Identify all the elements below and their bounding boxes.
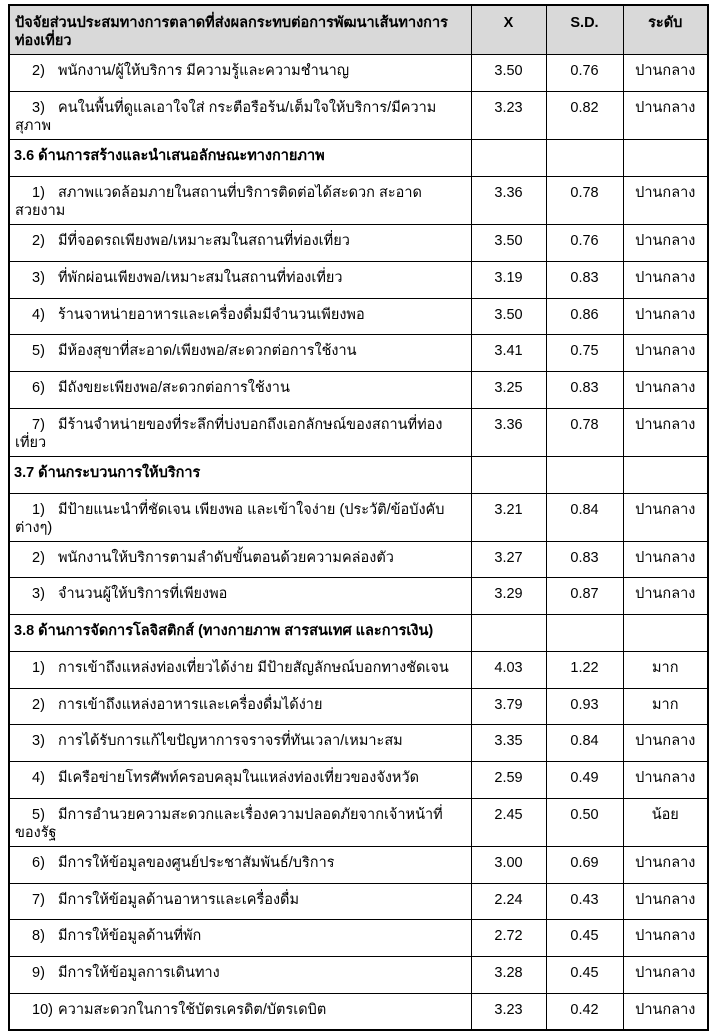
mean-cell <box>471 615 546 652</box>
sd-cell: 0.43 <box>546 883 623 920</box>
item-number: 7) <box>32 416 45 433</box>
sd-cell <box>546 615 623 652</box>
level-cell: ปานกลาง <box>623 761 708 798</box>
table-row <box>9 493 708 541</box>
table-row <box>9 920 708 957</box>
table-row <box>9 725 708 762</box>
mean-cell: 3.50 <box>471 298 546 335</box>
mean-cell: 3.36 <box>471 176 546 224</box>
item-text: สภาพแวดล้อมภายในสถานที่บริการติดต่อได้สะดวก สะอาด สวยงาม <box>15 184 422 219</box>
level-cell: ปานกลาง <box>623 541 708 578</box>
item-text: ที่พักผ่อนเพียงพอ/เหมาะสมในสถานที่ท่องเที่ยว <box>58 269 343 286</box>
sd-cell: 0.75 <box>546 335 623 372</box>
item-text: มีป้ายแนะนำที่ชัดเจน เพียงพอ และเข้าใจง่าย (ประวัติ/ข้อบังคับต่างๆ) <box>15 501 445 536</box>
factor-cell <box>9 541 471 578</box>
level-cell: ปานกลาง <box>623 993 708 1030</box>
sd-cell: 0.93 <box>546 688 623 725</box>
table-row <box>9 176 708 224</box>
item-number: 1) <box>32 501 45 518</box>
factor-cell <box>9 176 471 224</box>
level-cell <box>623 456 708 493</box>
mean-cell: 3.35 <box>471 725 546 762</box>
item-number: 6) <box>32 854 45 871</box>
table-row <box>9 651 708 688</box>
mean-cell: 3.23 <box>471 993 546 1030</box>
item-number: 3) <box>32 586 45 603</box>
item-number: 2) <box>32 549 45 566</box>
level-cell: ปานกลาง <box>623 335 708 372</box>
factor-cell <box>9 298 471 335</box>
table-row <box>9 225 708 262</box>
mean-cell: 3.41 <box>471 335 546 372</box>
level-cell: ปานกลาง <box>623 920 708 957</box>
factor-cell <box>9 335 471 372</box>
mean-cell: 3.79 <box>471 688 546 725</box>
item-text: การเข้าถึงแหล่งท่องเที่ยวได้ง่าย มีป้ายสัญลักษณ์บอกทางชัดเจน <box>58 659 449 676</box>
sd-cell: 0.83 <box>546 541 623 578</box>
item-text: มีการให้ข้อมูลด้านอาหารและเครื่องดื่ม <box>58 891 300 908</box>
table-row <box>9 55 708 92</box>
column-header-mean: X <box>471 5 546 55</box>
column-header-level: ระดับ <box>623 5 708 55</box>
mean-cell: 2.24 <box>471 883 546 920</box>
factor-cell <box>9 371 471 408</box>
item-number: 10) <box>32 1001 53 1018</box>
item-number: 7) <box>32 891 45 908</box>
level-cell: ปานกลาง <box>623 956 708 993</box>
level-cell: ปานกลาง <box>623 578 708 615</box>
item-number: 3) <box>32 99 45 116</box>
table-row <box>9 688 708 725</box>
factor-cell <box>9 883 471 920</box>
table-row <box>9 261 708 298</box>
table-row <box>9 298 708 335</box>
table-row <box>9 335 708 372</box>
sd-cell: 0.82 <box>546 91 623 139</box>
factor-cell <box>9 993 471 1030</box>
mean-cell: 3.36 <box>471 408 546 456</box>
item-number: 1) <box>32 659 45 676</box>
sd-cell <box>546 140 623 177</box>
item-text: มีการอำนวยความสะดวกและเรื่องความปลอดภัยจากเจ้าหน้าที่ของรัฐ <box>15 806 443 841</box>
item-number: 9) <box>32 964 45 981</box>
level-cell: ปานกลาง <box>623 371 708 408</box>
section-row <box>9 615 708 652</box>
item-number: 3) <box>32 733 45 750</box>
item-number: 3) <box>32 269 45 286</box>
sd-cell: 0.69 <box>546 846 623 883</box>
header-row <box>9 5 708 55</box>
item-text: มีการให้ข้อมูลของศูนย์ประชาสัมพันธ์/บริการ <box>58 854 335 871</box>
level-cell: ปานกลาง <box>623 883 708 920</box>
factor-cell <box>9 225 471 262</box>
item-text: มีที่จอดรถเพียงพอ/เหมาะสมในสถานที่ท่องเที่ยว <box>58 233 350 250</box>
sd-cell: 0.76 <box>546 225 623 262</box>
level-cell: ปานกลาง <box>623 846 708 883</box>
sd-cell: 0.49 <box>546 761 623 798</box>
factor-cell <box>9 761 471 798</box>
mean-cell: 3.50 <box>471 55 546 92</box>
sd-cell: 0.78 <box>546 176 623 224</box>
mean-cell: 2.45 <box>471 798 546 846</box>
results-table <box>8 4 709 1031</box>
item-text: พนักงาน/ผู้ให้บริการ มีความรู้และความชำนาญ <box>58 63 350 80</box>
item-text: มีเครือข่ายโทรศัพท์ครอบคลุมในแหล่งท่องเที่ยวของจังหวัด <box>58 769 420 786</box>
item-text: ความสะดวกในการใช้บัตรเครดิต/บัตรเดบิต <box>58 1001 327 1018</box>
item-text: มีถังขยะเพียงพอ/สะดวกต่อการใช้งาน <box>58 379 290 396</box>
table-row <box>9 761 708 798</box>
item-text: มีห้องสุขาที่สะอาด/เพียงพอ/สะดวกต่อการใช้งาน <box>58 343 357 360</box>
mean-cell <box>471 456 546 493</box>
column-header-factor: ปัจจัยส่วนประสมทางการตลาดที่ส่งผลกระทบต่อการพัฒนาเส้นทางการท่องเที่ยว <box>9 5 471 55</box>
level-cell: ปานกลาง <box>623 261 708 298</box>
table-header <box>9 5 708 55</box>
section-title-cell: 3.8 ด้านการจัดการโลจิสติกส์ (ทางกายภาพ สารสนเทศ และการเงิน) <box>9 615 471 652</box>
factor-cell <box>9 408 471 456</box>
column-header-sd: S.D. <box>546 5 623 55</box>
item-number: 2) <box>32 63 45 80</box>
item-text: มีการให้ข้อมูลการเดินทาง <box>58 964 220 981</box>
table-row <box>9 846 708 883</box>
level-cell: มาก <box>623 651 708 688</box>
section-row <box>9 140 708 177</box>
table-row <box>9 993 708 1030</box>
level-cell <box>623 140 708 177</box>
section-row <box>9 456 708 493</box>
table-row <box>9 541 708 578</box>
sd-cell: 0.42 <box>546 993 623 1030</box>
item-text: มีร้านจำหน่ายของที่ระลึกที่บ่งบอกถึงเอกลักษณ์ของสถานที่ท่องเที่ยว <box>15 416 443 451</box>
factor-cell <box>9 261 471 298</box>
sd-cell: 0.78 <box>546 408 623 456</box>
mean-cell: 3.29 <box>471 578 546 615</box>
sd-cell: 0.45 <box>546 956 623 993</box>
section-title-cell: 3.6 ด้านการสร้างและนำเสนอลักษณะทางกายภาพ <box>9 140 471 177</box>
factor-cell <box>9 688 471 725</box>
level-cell: น้อย <box>623 798 708 846</box>
mean-cell: 3.19 <box>471 261 546 298</box>
item-text: พนักงานให้บริการตามลำดับขั้นตอนด้วยความคล่องตัว <box>58 549 394 566</box>
mean-cell: 2.72 <box>471 920 546 957</box>
table-row <box>9 883 708 920</box>
table-row <box>9 371 708 408</box>
sd-cell: 0.76 <box>546 55 623 92</box>
sd-cell: 0.83 <box>546 261 623 298</box>
level-cell: ปานกลาง <box>623 225 708 262</box>
section-title-cell: 3.7 ด้านกระบวนการให้บริการ <box>9 456 471 493</box>
sd-cell: 0.84 <box>546 725 623 762</box>
level-cell: ปานกลาง <box>623 408 708 456</box>
table-body <box>9 55 708 1030</box>
sd-cell: 0.84 <box>546 493 623 541</box>
mean-cell <box>471 140 546 177</box>
table-row <box>9 798 708 846</box>
level-cell <box>623 615 708 652</box>
item-number: 1) <box>32 184 45 201</box>
level-cell: ปานกลาง <box>623 493 708 541</box>
item-text: คนในพื้นที่ดูแลเอาใจใส่ กระตือรือร้น/เต็มใจให้บริการ/มีความสุภาพ <box>15 99 437 135</box>
item-text: การได้รับการแก้ไขปัญหาการจราจรที่ทันเวลา/เหมาะสม <box>58 733 403 750</box>
level-cell: ปานกลาง <box>623 725 708 762</box>
sd-cell <box>546 456 623 493</box>
factor-cell <box>9 798 471 846</box>
factor-cell <box>9 920 471 957</box>
level-cell: ปานกลาง <box>623 55 708 92</box>
mean-cell: 4.03 <box>471 651 546 688</box>
mean-cell: 3.50 <box>471 225 546 262</box>
factor-cell <box>9 578 471 615</box>
level-cell: ปานกลาง <box>623 91 708 139</box>
mean-cell: 2.59 <box>471 761 546 798</box>
level-cell: ปานกลาง <box>623 176 708 224</box>
table-row <box>9 578 708 615</box>
table-row <box>9 408 708 456</box>
factor-cell <box>9 846 471 883</box>
item-number: 6) <box>32 379 45 396</box>
factor-cell <box>9 55 471 92</box>
sd-cell: 1.22 <box>546 651 623 688</box>
factor-cell <box>9 493 471 541</box>
mean-cell: 3.00 <box>471 846 546 883</box>
item-number: 4) <box>32 306 45 323</box>
factor-cell <box>9 91 471 139</box>
sd-cell: 0.45 <box>546 920 623 957</box>
mean-cell: 3.28 <box>471 956 546 993</box>
table-row <box>9 91 708 139</box>
level-cell: ปานกลาง <box>623 298 708 335</box>
item-text: มีการให้ข้อมูลด้านที่พัก <box>58 928 202 945</box>
item-text: ร้านจาหน่ายอาหารและเครื่องดื่มมีจำนวนเพียงพอ <box>58 306 365 323</box>
item-text: การเข้าถึงแหล่งอาหารและเครื่องดื่มได้ง่าย <box>58 696 323 713</box>
mean-cell: 3.27 <box>471 541 546 578</box>
item-text: จำนวนผู้ให้บริการที่เพียงพอ <box>58 586 228 603</box>
item-number: 5) <box>32 806 45 823</box>
item-number: 5) <box>32 343 45 360</box>
item-number: 2) <box>32 696 45 713</box>
sd-cell: 0.87 <box>546 578 623 615</box>
sd-cell: 0.86 <box>546 298 623 335</box>
factor-cell <box>9 725 471 762</box>
item-number: 8) <box>32 928 45 945</box>
item-number: 2) <box>32 233 45 250</box>
factor-cell <box>9 651 471 688</box>
item-number: 4) <box>32 769 45 786</box>
mean-cell: 3.21 <box>471 493 546 541</box>
mean-cell: 3.23 <box>471 91 546 139</box>
mean-cell: 3.25 <box>471 371 546 408</box>
sd-cell: 0.50 <box>546 798 623 846</box>
sd-cell: 0.83 <box>546 371 623 408</box>
level-cell: มาก <box>623 688 708 725</box>
